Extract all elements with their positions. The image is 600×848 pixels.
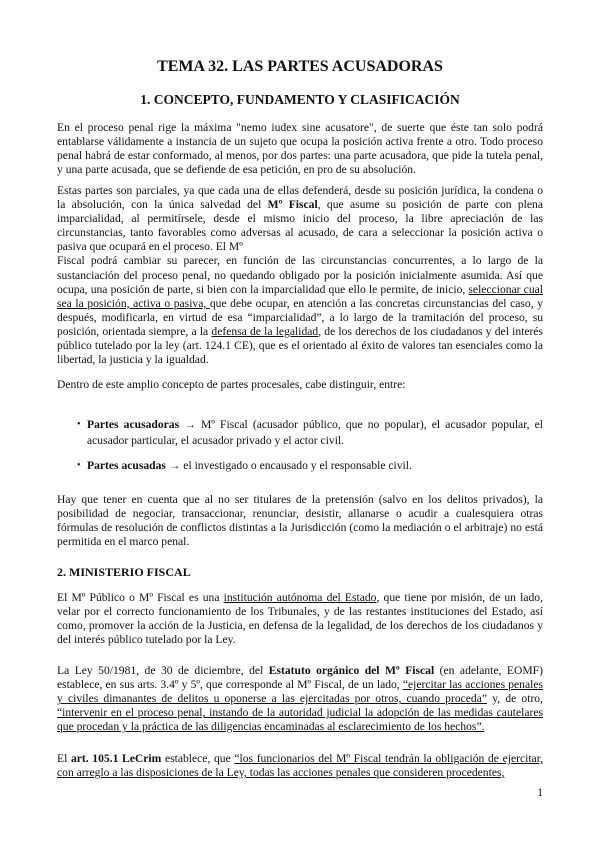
text-run: (en adelante, EOMF) establece, en sus arts. 3.4º y 5º, que corresponde al Mº Fiscal, de un lado, — [57, 664, 543, 692]
text-run: que debe ocupar, en atención a las concretas circunstancias del caso, y después, modificarla, en virtud de esa “imparcialidad”, a lo largo de la tramitación del proceso, su posición, orientada siempre, a la — [57, 296, 543, 338]
text-run: En el proceso penal rige la máxima "nemo iudex sine acusatore", de suerte que éste tan solo podrá entablarse válidamente a instancia de un sujeto que ocupa la posición activa frente a otro. Todo proceso penal habrá de estar conformado, al menos, por dos partes: una parte acusadora, que pide la tutela penal, y una parte acusada, que se defiende de esa petición, en pro de su absolución. — [57, 121, 543, 177]
text-run: Hay que tener en cuenta que al no ser titulares de la pretensión (salvo en los delitos privados), la posibilidad de negociar, transaccionar, renunciar, desistir, allanarse o acudir a cualesquiera otras fórmulas de resolución de conflictos distintas a la Jurisdicción (como la mediación o el arbitraje) no está permitida en el marco penal. — [57, 493, 543, 549]
text-run: Dentro de este amplio concepto de partes procesales, cabe distinguir, entre: — [57, 378, 406, 391]
underlined-text: “los funcionarios del Mº Fiscal tendrán la obligación de ejercitar, con arreglo a las disposiciones de la Ley, todas las acciones penales que consideren procedentes, — [57, 752, 543, 780]
list-item — [77, 458, 543, 474]
text-run: , que asume su posición de parte con plena imparcialidad, al permitírsele, desde el mismo inicio del proceso, la libre apreciación de las circunstancias, tanto favorables como adversas al acusado, de cara a seleccionar la posición activa o pasiva que ocupará en el proceso. El Mº — [57, 198, 543, 254]
arrow-icon: → — [168, 459, 181, 472]
paragraph — [57, 493, 543, 549]
paragraph — [57, 378, 543, 392]
underlined-text: seleccionar cual sea la posición, activa o pasiva, — [57, 282, 543, 310]
page-number: 1 — [537, 786, 543, 799]
underlined-text: defensa de la legalidad — [211, 324, 319, 338]
arrow-icon: → — [184, 418, 196, 431]
bold-text: Estatuto orgánico del Mº Fiscal — [268, 664, 435, 677]
section-heading-concepto: 1. CONCEPTO, FUNDAMENTO Y CLASIFICACIÓN — [140, 92, 460, 107]
list-item-label: Partes acusadoras — [87, 418, 180, 431]
parties-list — [77, 417, 543, 474]
text-run: La Ley 50/1981, de 30 de diciembre, del — [57, 664, 269, 677]
text-run: Estas partes son parciales, ya que cada una de ellas defenderá, desde su posición jurídica, la condena o la absolución, con la única salvedad del — [57, 184, 543, 212]
text-run: , de los derechos de los ciudadanos y del interés público tutelado por la ley (art. 124.1 CE), que es el orientado al éxito de valores tan esenciales como la libertad, la justicia y la igualdad. — [57, 324, 544, 367]
text-run: Fiscal podrá cambiar su parecer, en función de las circunstancias concurrentes, a lo largo de la sustanciación del proceso penal, no quedando obligado por la posición inicialmente asumida. Así que ocupa, una posición de parte, si bien con la imparcialidad que ello le permite, de inicio, — [57, 254, 543, 296]
text-run: El Mº Público o Mº Fiscal es una — [57, 591, 224, 604]
paragraph — [57, 664, 543, 734]
document-title: TEMA 32. LAS PARTES ACUSADORAS — [157, 58, 443, 75]
paragraph — [57, 591, 543, 647]
list-item-text: el investigado o encausado y el responsable civil. — [180, 459, 412, 472]
list-item — [77, 417, 543, 449]
text-run: , que tiene por misión, de un lado, velar por el correcto funcionamiento de los Tribunales, y de las restantes instituciones del Estado, así como, promover la acción de la Justicia, en defensa de la legalidad, de los derechos de los ciudadanos y del interés público tutelado por la Ley. — [57, 591, 543, 647]
underlined-text: institución autónoma del Estado — [223, 591, 377, 604]
underlined-text: “intervenir en el proceso penal, instando de la autoridad judicial la adopción de las medidas cautelares que procedan y la práctica de las diligencias encaminadas al esclarecimiento de los hechos”. — [57, 706, 543, 734]
list-item-label: Partes acusadas — [87, 459, 166, 472]
bold-text: Mº Fiscal — [267, 198, 318, 212]
section-heading-ministerio-fiscal: 2. MINISTERIO FISCAL — [57, 565, 191, 579]
paragraph — [57, 752, 543, 780]
paragraph — [57, 121, 543, 177]
bold-text: art. 105.1 LeCrim — [70, 752, 162, 765]
underlined-text: “ejercitar las acciones penales y civiles dimanantes de delitos u oponerse a las ejercitadas por otros, cuando proceda” — [57, 678, 543, 706]
text-run: establece, que — [161, 752, 235, 765]
text-run: y, de otro, — [487, 692, 543, 706]
list-item-text: Mº Fiscal (acusador público, que no popular), el acusador popular, el acusador particular, el acusador privado y el actor civil. — [87, 418, 543, 447]
paragraph — [57, 184, 543, 367]
text-run: El — [57, 752, 71, 765]
